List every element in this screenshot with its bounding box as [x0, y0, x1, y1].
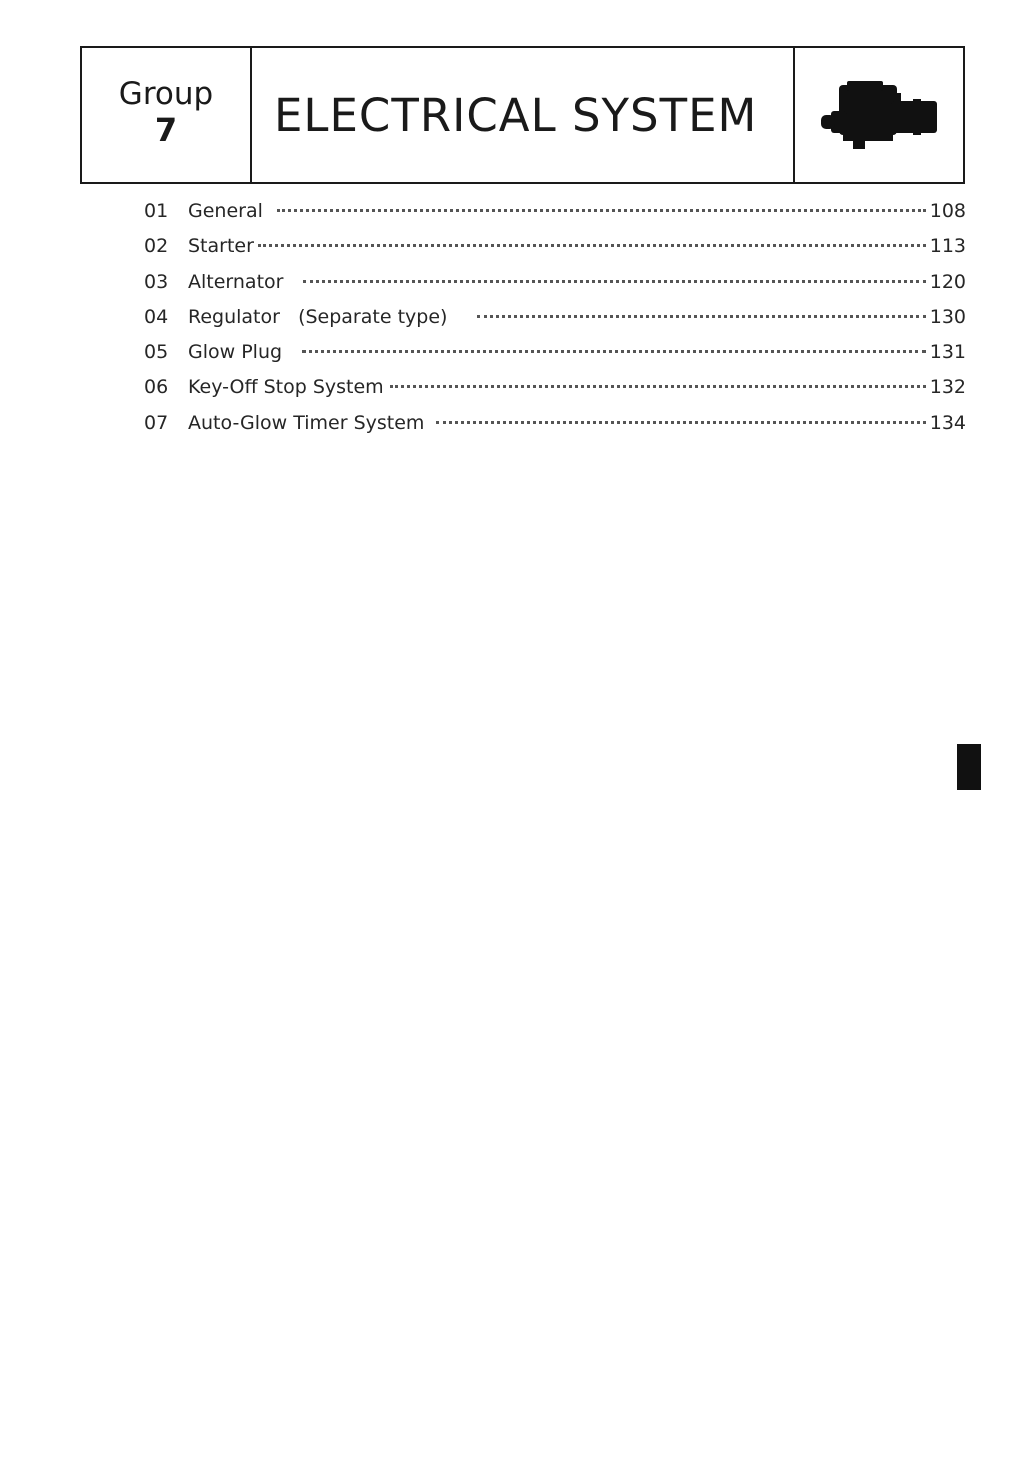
toc-title: Glow Plug [188, 341, 283, 364]
toc-number: 07 [144, 411, 169, 434]
toc-page-number: 130 [929, 305, 966, 328]
toc-title: General [188, 200, 263, 222]
toc-title: Alternator [188, 270, 284, 293]
toc-number: 01 [144, 200, 169, 222]
toc-title: Auto-Glow Timer System [188, 411, 425, 434]
chapter-header [80, 46, 965, 184]
toc-number: 02 [144, 235, 169, 258]
toc-entry-starter[interactable] [144, 235, 966, 270]
chapter-title: ELECTRICAL SYSTEM [274, 88, 758, 142]
dot-leader [258, 244, 926, 247]
dot-leader [390, 385, 926, 388]
toc-title: Key-Off Stop System [188, 376, 384, 399]
table-of-contents [144, 200, 966, 447]
icon-cell [795, 48, 963, 182]
toc-page-number: 108 [929, 200, 966, 222]
toc-number: 05 [144, 341, 169, 364]
toc-page-number: 132 [929, 376, 966, 399]
group-number: 7 [154, 111, 178, 150]
starter-motor-icon [817, 79, 941, 151]
toc-number: 03 [144, 270, 169, 293]
toc-entry-alternator[interactable] [144, 271, 966, 306]
group-cell [82, 48, 252, 182]
toc-title: Starter [188, 235, 254, 258]
toc-entry-glow-plug[interactable] [144, 341, 966, 376]
toc-number: 06 [144, 376, 169, 399]
toc-entry-auto-glow-timer[interactable] [144, 412, 966, 447]
toc-page-number: 131 [929, 341, 966, 364]
toc-entry-key-off-stop[interactable] [144, 376, 966, 411]
dot-leader [302, 350, 926, 353]
dot-leader [277, 209, 926, 212]
dot-leader [477, 315, 925, 318]
section-thumb-tab [957, 744, 981, 790]
toc-page-number: 120 [929, 270, 966, 293]
toc-entry-regulator[interactable] [144, 306, 966, 341]
title-cell [252, 48, 795, 182]
toc-number: 04 [144, 305, 169, 328]
group-label: Group [118, 75, 214, 112]
toc-title: Regulator (Separate type) [188, 305, 448, 328]
toc-page-number: 134 [929, 411, 966, 434]
dot-leader [303, 280, 925, 283]
dot-leader [436, 421, 925, 424]
toc-page-number: 113 [929, 235, 966, 258]
toc-entry-general[interactable] [144, 200, 966, 235]
